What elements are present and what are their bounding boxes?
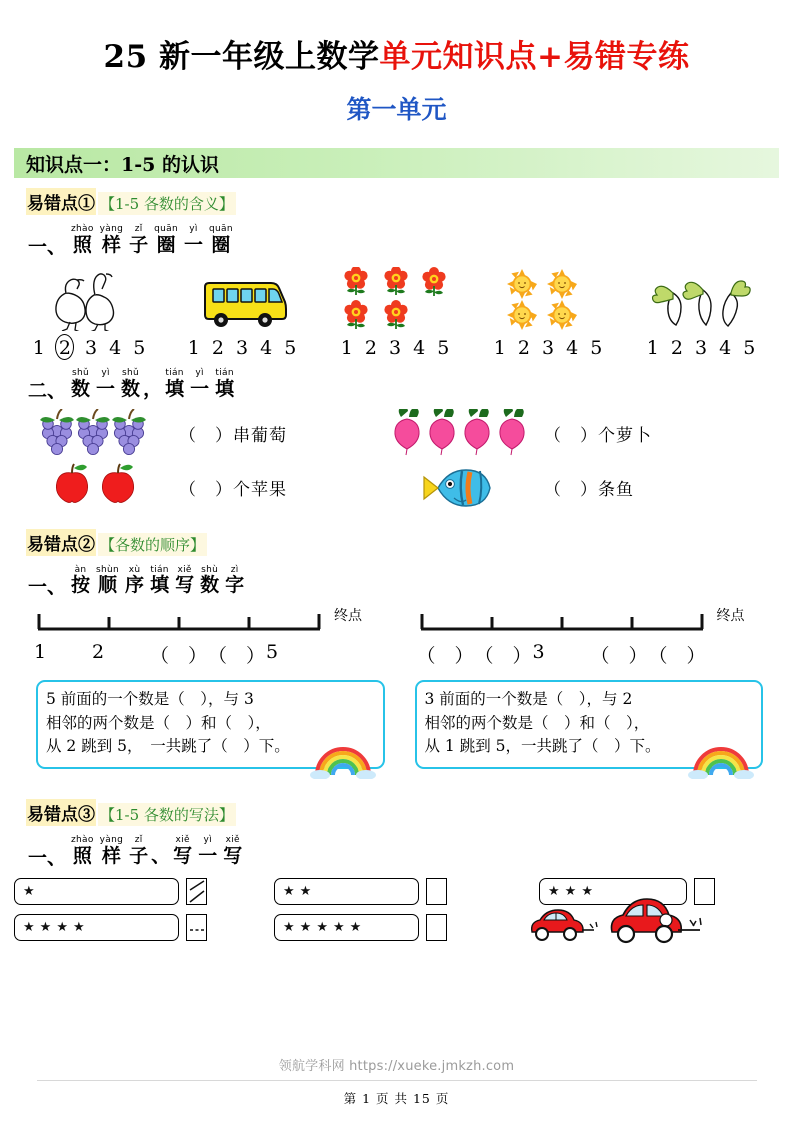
pinyin-word: zhào 照: [71, 834, 94, 867]
number-lines-area: [14, 607, 779, 668]
endpoint-label: 终点: [334, 608, 362, 625]
answer-box[interactable]: [186, 878, 207, 905]
pitfall-3-tag: 易错点③: [26, 799, 96, 826]
star-display-box: [14, 914, 179, 941]
star-icon: ★: [581, 883, 593, 899]
count-and-fill-area: [14, 407, 779, 515]
star-item: [274, 914, 539, 941]
question-3-1-heading: [28, 836, 793, 868]
white-radishes-icon: [632, 265, 774, 331]
title-part-red: 单元知识点+易错专练: [379, 39, 690, 75]
star-icon: ★: [299, 883, 312, 899]
star-icon: ★: [316, 919, 328, 935]
star-icon: ★: [283, 919, 295, 935]
number-choices[interactable]: 1 2 3 4 5: [340, 336, 453, 359]
blue-box-line: 相邻的两个数是（ ）和（ ），: [424, 713, 650, 732]
pinyin-word: zhào 照: [71, 224, 94, 256]
geese-icon: [20, 265, 162, 331]
pitfall-1-label: [26, 188, 793, 215]
number-line-value[interactable]: （ ）: [150, 645, 208, 668]
star-display-box: [274, 878, 419, 905]
pinyin-word: shù 数: [200, 564, 220, 597]
title-part-black: 25 新一年级上数学: [103, 39, 380, 75]
document-header: [0, 0, 793, 126]
number-line-value[interactable]: 2: [92, 641, 105, 664]
pinyin-word: shùn 顺: [96, 564, 120, 597]
pinyin-word: zǐ 子: [129, 224, 149, 256]
number-line-ruler: [34, 607, 362, 637]
apples-icon: [14, 463, 179, 513]
star-item: [14, 914, 274, 941]
count-label[interactable]: （ ）串葡萄: [179, 426, 287, 447]
count-row: [14, 407, 779, 461]
star-display-box: [274, 914, 419, 941]
blue-question-boxes: [36, 680, 763, 769]
rainbow-icon: [309, 745, 377, 783]
pinyin-word: yì 一: [198, 834, 218, 867]
pitfall-3-label: [26, 799, 793, 826]
star-icon: ★: [283, 883, 295, 899]
picture-item: [20, 265, 162, 359]
number-choices[interactable]: 1 2 3 4 5: [187, 336, 300, 359]
circle-the-number-row: [14, 265, 779, 359]
pinyin-word: quān 圈: [154, 224, 178, 256]
pinyin-word: xiě 写: [223, 834, 243, 867]
question-number: 一、: [28, 846, 67, 869]
pinyin-word: yì 一: [190, 367, 210, 400]
knowledge-point-header: [14, 148, 779, 178]
pitfall-2-tag: 易错点②: [26, 529, 96, 556]
star-display-box: [14, 878, 179, 905]
page-number: 第 1 页 共 15 页: [343, 1091, 450, 1106]
pinyin-word: shǔ 数: [121, 367, 141, 400]
picture-item: [632, 265, 774, 359]
blue-question-box[interactable]: [415, 680, 764, 769]
number-line-value[interactable]: （ ）: [416, 645, 474, 668]
star-icon: ★: [349, 919, 362, 935]
circled-answer[interactable]: 2: [58, 336, 74, 359]
pinyin-word: tián 填: [165, 367, 185, 400]
pinyin-word: tián 填: [150, 564, 170, 597]
question-2-1-heading: [28, 566, 793, 598]
pinyin-word: yàng 样: [99, 224, 124, 256]
answer-box[interactable]: [186, 914, 207, 941]
knowledge-point-title: 知识点一：1-5 的认识: [26, 153, 219, 176]
number-choices[interactable]: 1 2 3 4 5: [646, 336, 759, 359]
question-1-1-heading: [28, 225, 793, 257]
number-line-value[interactable]: （ ）: [474, 645, 532, 668]
pinyin-word: yàng 样: [99, 834, 124, 867]
number-line-values[interactable]: [417, 641, 707, 668]
endpoint-label: 终点: [716, 608, 745, 625]
number-line-value[interactable]: （ ）: [590, 645, 648, 668]
blue-box-line: 从 2 跳到 5， 一共跳了（ ）下。: [46, 737, 290, 756]
pinyin-word: yì 一: [96, 367, 116, 400]
blue-box-line: 3 前面的一个数是（ ），与 2: [424, 690, 633, 709]
pinyin-word: xiě 写: [175, 564, 195, 597]
question-number: 一、: [28, 235, 67, 258]
pinyin-word: quān 圈: [209, 224, 233, 256]
star-icon: ★: [332, 919, 345, 935]
picture-item: [326, 265, 468, 359]
flowers-icon: [326, 265, 468, 331]
pinyin-word: xù 序: [125, 564, 145, 597]
star-icon: ★: [564, 883, 577, 899]
pinyin-word: tián 填: [215, 367, 235, 400]
footer-divider: [37, 1080, 757, 1081]
fish-icon: [379, 462, 544, 514]
punctuation: ，: [143, 377, 163, 400]
answer-box[interactable]: [694, 878, 715, 905]
pitfall-3-desc: 【1-5 各数的写法】: [98, 803, 236, 826]
question-number: 二、: [28, 379, 67, 402]
star-icon: ★: [23, 883, 35, 899]
pitfall-2-label: [26, 529, 793, 556]
number-choices[interactable]: 1 2 3 4 5: [493, 336, 606, 359]
star-item: [14, 878, 274, 905]
star-icon: ★: [23, 919, 35, 935]
blue-box-line: 从 1 跳到 5，一共跳了（ ）下。: [424, 737, 661, 756]
star-icon: ★: [72, 919, 85, 935]
question-number: 一、: [28, 576, 67, 599]
pitfall-2-desc: 【各数的顺序】: [98, 533, 207, 556]
pinyin-word: àn 按: [71, 564, 91, 597]
number-line-block: [397, 607, 780, 668]
suns-icon: [479, 265, 621, 331]
star-item: [274, 878, 539, 905]
bus-icon: [173, 265, 315, 331]
page-footer: [0, 1055, 793, 1107]
pitfall-1-tag: 易错点①: [26, 188, 96, 215]
blue-question-box[interactable]: [36, 680, 385, 769]
count-label[interactable]: （ ）条鱼: [544, 480, 634, 501]
number-choices[interactable]: 1 2 3 4 5: [32, 336, 149, 359]
number-line-value[interactable]: （ ）: [208, 645, 266, 668]
pitfall-1-desc: 【1-5 各数的含义】: [98, 192, 236, 215]
number-line-value[interactable]: 5: [266, 641, 279, 664]
pinyin-word: zì 字: [225, 564, 245, 597]
number-line-value[interactable]: （ ）: [648, 645, 706, 668]
number-line-block: [14, 607, 397, 668]
star-icon: ★: [39, 919, 52, 935]
pinyin-word: yì 一: [184, 224, 204, 256]
blue-box-line: 5 前面的一个数是（ ），与 3: [46, 690, 254, 709]
red-cars-icon: [520, 888, 720, 954]
pinyin-word: shǔ 数: [71, 367, 91, 400]
pink-radishes-icon: [379, 409, 544, 459]
pinyin-word: zǐ 子: [129, 834, 149, 867]
page-title: [0, 40, 793, 74]
count-row: [14, 461, 779, 515]
picture-item: [479, 265, 621, 359]
question-1-2-heading: [28, 369, 793, 401]
number-line-value[interactable]: 3: [532, 641, 545, 664]
answer-box[interactable]: [426, 914, 447, 941]
pinyin-word: xiě 写: [173, 834, 193, 867]
blue-box-line: 相邻的两个数是（ ）和（ ），: [46, 713, 271, 732]
grapes-icon: [14, 409, 179, 459]
unit-subtitle: 第一单元: [346, 95, 447, 125]
star-icon: ★: [56, 919, 68, 935]
answer-box[interactable]: [426, 878, 447, 905]
star-icon: ★: [548, 883, 560, 899]
count-label[interactable]: （ ）个苹果: [179, 480, 287, 501]
number-line-ruler: [417, 607, 745, 637]
number-line-value[interactable]: 1: [34, 641, 47, 664]
star-icon: ★: [299, 919, 312, 935]
punctuation: 、: [151, 844, 171, 867]
count-label[interactable]: （ ）个萝卜: [544, 426, 652, 447]
number-line-values[interactable]: [34, 641, 324, 668]
watermark-text: 领航学科网 https://xueke.jmkzh.com: [278, 1059, 515, 1074]
rainbow-icon: [687, 745, 755, 783]
picture-item: [173, 265, 315, 359]
